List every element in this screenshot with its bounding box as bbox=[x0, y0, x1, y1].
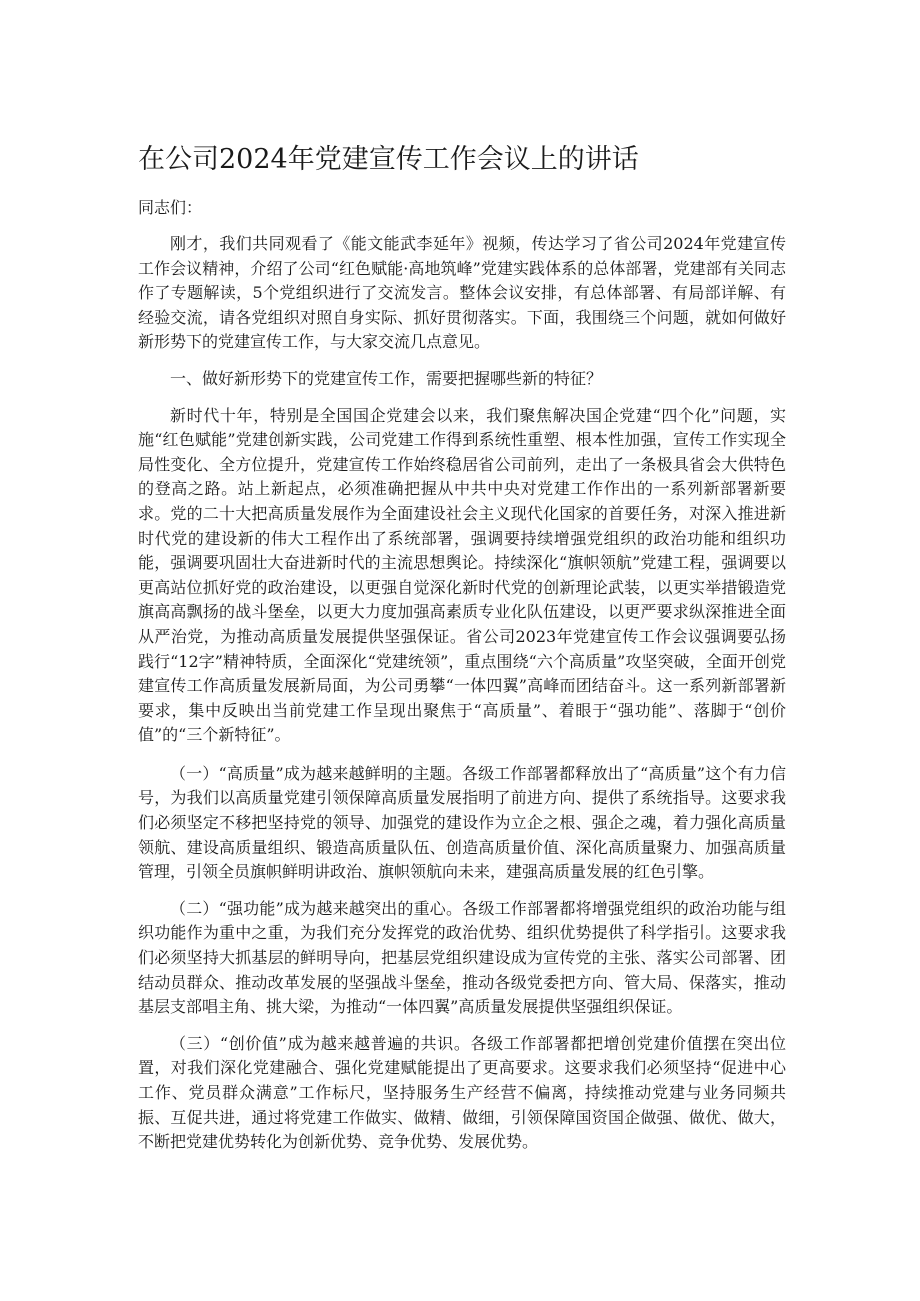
paragraph-create-value: （三）“创价值”成为越来越普遍的共识。各级工作部署都把增创党建价值摆在突出位置，对我们深化党建融合、强化党建赋能提出了更高要求。这要求我们必须坚持“促进中心工作、党员群众满意”工作标尺，坚持服务生产经营不偏离，持续推动党建与业务同频共振、互促共进，通过将党建工作做实、做精、做细，引领保障国资国企做强、做优、做大，不断把党建优势转化为创新优势、竞争优势、发展优势。 bbox=[138, 1033, 786, 1152]
document-body bbox=[138, 140, 786, 1167]
salutation: 同志们： bbox=[138, 198, 203, 217]
paragraph-high-quality: （一）“高质量”成为越来越鲜明的主题。各级工作部署都释放出了“高质量”这个有力信号，为我们以高质量党建引领保障高质量发展指明了前进方向、提供了系统指导。这要求我们必须坚定不移把坚持党的领导、加强党的建设作为立企之根、强企之魂，着力强化高质量领航、建设高质量组织、锻造高质量队伍、创造高质量价值、深化高质量聚力、加强高质量管理，引领全员旗帜鲜明讲政治、旗帜领航向未来，建强高质量发展的红色引擎。 bbox=[138, 763, 786, 882]
paragraph-strong-function: （二）“强功能”成为越来越突出的重心。各级工作部署都将增强党组织的政治功能与组织功能作为重中之重，为我们充分发挥党的政治优势、组织优势提供了科学指引。这要求我们必须坚持大抓基层的鲜明导向，把基层党组织建设成为宣传党的主张、落实公司部署、团结动员群众、推动改革发展的坚强战斗堡垒，推动各级党委把方向、管大局、保落实，推动基层支部唱主角、挑大梁，为推动“一体四翼”高质量发展提供坚强组织保证。 bbox=[138, 898, 786, 1017]
paragraph-intro: 刚才，我们共同观看了《能文能武李延年》视频，传达学习了省公司2024年党建宣传工作会议精神，介绍了公司“红色赋能·高地筑峰”党建实践体系的总体部署，党建部有关同志作了专题解读，5个党组织进行了交流发言。整体会议安排，有总体部署、有局部详解、有经验交流，请各党组织对照自身实际、抓好贯彻落实。下面，我围绕三个问题，就如何做好新形势下的党建宣传工作，与大家交流几点意见。 bbox=[138, 234, 786, 352]
section-heading-1: 一、做好新形势下的党建宣传工作，需要把握哪些新的特征？ bbox=[170, 368, 603, 388]
page-title: 在公司2024年党建宣传工作会议上的讲话 bbox=[138, 144, 639, 175]
paragraph-new-era: 新时代十年，特别是全国国企党建会以来，我们聚焦解决国企党建“四个化”问题，实施“红色赋能”党建创新实践，公司党建工作得到系统性重塑、根本性加强，宣传工作实现全局性变化、全方位提升，党建宣传工作始终稳居省公司前列，走出了一条极具省会大供特色的登高之路。站上新起点，必须准确把握从中共中央对党建工作作出的一系列新部署新要求。党的二十大把高质量发展作为全面建设社会主义现代化国家的首要任务，对深入推进新时代党的建设新的伟大工程作出了系统部署，强调要持续增强党组织的政治功能和组织功能，强调要巩固壮大奋进新时代的主流思想舆论。持续深化“旗帜领航”党建工程，强调要以更高站位抓好党的政治建设，以更强自觉深化新时代党的创新理论武装，以更实举措锻造党旗高高飘扬的战斗堡垒，以更大力度加强高素质专业化队伍建设，以更严要求纵深推进全面从严治党，为推动高质量发展提供坚强保证。省公司2023年党建宣传工作会议强调要弘扬践行“12字”精神特质，全面深化“党建统领”，重点围绕“六个高质量”攻坚突破，全面开创党建宣传工作高质量发展新局面，为公司勇攀“一体四翼”高峰而团结奋斗。这一系列新部署新要求，集中反映出当前党建工作呈现出聚焦于“高质量”、着眼于“强功能”、落脚于“创价值”的“三个新特征”。 bbox=[138, 405, 786, 745]
